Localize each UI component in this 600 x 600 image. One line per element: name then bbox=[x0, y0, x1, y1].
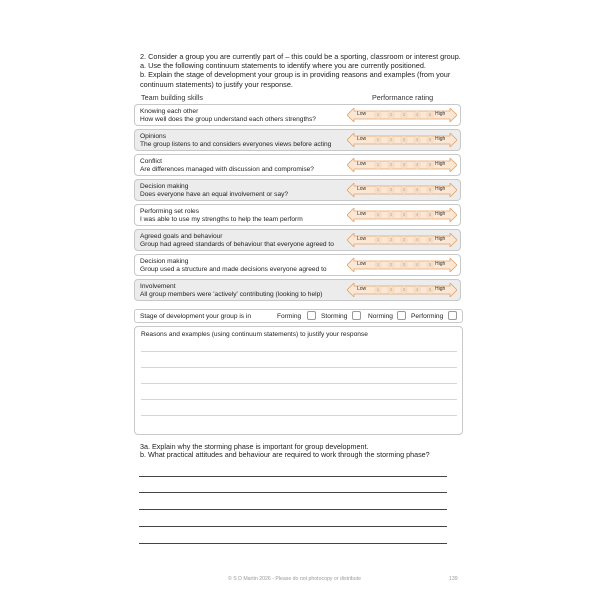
norming-checkbox[interactable] bbox=[397, 311, 406, 320]
stage-label: Stage of development your group is in bbox=[140, 313, 252, 320]
skill-title: Decision making bbox=[140, 258, 189, 265]
skill-description: Are differences managed with discussion and compromise? bbox=[140, 165, 314, 173]
skill-text bbox=[140, 258, 327, 274]
answer-line[interactable] bbox=[139, 509, 447, 510]
rating-scale[interactable] bbox=[347, 133, 457, 147]
skill-text bbox=[140, 233, 334, 249]
rating-option[interactable]: 1 bbox=[374, 186, 382, 194]
rating-scale[interactable] bbox=[347, 158, 457, 172]
skill-title: Knowing each other bbox=[140, 108, 199, 115]
writing-line bbox=[141, 383, 457, 384]
skill-text bbox=[140, 133, 331, 149]
scale-low-label: Low bbox=[357, 261, 367, 267]
skill-description: How well does the group understand each others strengths? bbox=[140, 115, 316, 123]
rating-option[interactable]: 3 bbox=[400, 111, 408, 119]
scale-low-label: Low bbox=[357, 136, 367, 142]
answer-line[interactable] bbox=[139, 526, 447, 527]
instruction-line: a. Use the following continuum statements to identify where you are currently positioned. bbox=[140, 61, 426, 71]
scale-low-label: Low bbox=[357, 236, 367, 242]
skill-description: All group members were 'actively' contributing (looking to help) bbox=[140, 290, 323, 298]
rating-scale[interactable] bbox=[347, 283, 457, 297]
performance-rating-header: Performance rating bbox=[372, 93, 434, 102]
rating-option[interactable]: 1 bbox=[374, 286, 382, 294]
skill-description: I was able to use my strengths to help the team perform bbox=[140, 215, 303, 223]
skill-description: Does everyone have an equal involvement or say? bbox=[140, 190, 289, 198]
scale-low-label: Low bbox=[357, 186, 367, 192]
skill-title: Opinions bbox=[140, 133, 167, 140]
writing-line bbox=[141, 399, 457, 400]
rating-scale[interactable] bbox=[347, 208, 457, 222]
forming-checkbox[interactable] bbox=[307, 311, 316, 320]
skill-description: The group listens to and considers everyones views before acting bbox=[140, 140, 332, 148]
scale-high-label: High bbox=[435, 186, 446, 192]
skill-row bbox=[134, 179, 461, 201]
rating-option[interactable]: 2 bbox=[387, 286, 395, 294]
rating-option[interactable]: 4 bbox=[413, 261, 421, 269]
question-3-instructions bbox=[140, 443, 430, 460]
instruction-line: 2. Consider a group you are currently part of – this could be a sporting, classroom or interest group. bbox=[140, 52, 461, 61]
rating-option[interactable]: 5 bbox=[426, 236, 434, 244]
skill-title: Performing set roles bbox=[140, 208, 199, 215]
rating-option[interactable]: 3 bbox=[400, 236, 408, 244]
scale-high-label: High bbox=[435, 136, 446, 142]
rating-option[interactable]: 4 bbox=[413, 236, 421, 244]
rating-option[interactable]: 2 bbox=[387, 186, 395, 194]
rating-option[interactable]: 2 bbox=[387, 236, 395, 244]
question-line: 3a. Explain why the storming phase is important for group development. bbox=[140, 442, 369, 451]
scale-high-label: High bbox=[435, 286, 446, 292]
rating-option[interactable]: 1 bbox=[374, 261, 382, 269]
rating-option[interactable]: 1 bbox=[374, 136, 382, 144]
rating-option[interactable]: 2 bbox=[387, 136, 395, 144]
rating-option[interactable]: 5 bbox=[426, 111, 434, 119]
writing-line bbox=[141, 351, 457, 352]
writing-line bbox=[141, 415, 457, 416]
skill-title: Agreed goals and behaviour bbox=[140, 233, 223, 240]
scale-high-label: High bbox=[435, 161, 446, 167]
stage-option-storming: Storming bbox=[321, 313, 348, 320]
scale-low-label: Low bbox=[357, 111, 367, 117]
rating-option[interactable]: 3 bbox=[400, 286, 408, 294]
rating-option[interactable]: 5 bbox=[426, 161, 434, 169]
answer-line[interactable] bbox=[139, 543, 447, 544]
rating-option[interactable]: 3 bbox=[400, 136, 408, 144]
rating-option[interactable]: 2 bbox=[387, 111, 395, 119]
scale-high-label: High bbox=[435, 261, 446, 267]
stage-option-forming: Forming bbox=[277, 313, 302, 320]
rating-option[interactable]: 3 bbox=[400, 211, 408, 219]
question-line: b. What practical attitudes and behaviour are required to work through the storming phase? bbox=[140, 450, 430, 460]
scale-low-label: Low bbox=[357, 286, 367, 292]
performing-checkbox[interactable] bbox=[448, 311, 457, 320]
skill-row bbox=[134, 279, 461, 301]
skill-row bbox=[134, 154, 461, 176]
rating-option[interactable]: 4 bbox=[413, 111, 421, 119]
skill-text bbox=[140, 208, 303, 224]
rating-option[interactable]: 2 bbox=[387, 211, 395, 219]
skill-row bbox=[134, 229, 461, 251]
rating-option[interactable]: 5 bbox=[426, 261, 434, 269]
instruction-line: continuum statements) to justify your response. bbox=[140, 79, 293, 89]
copyright-footer: © S D Martin 2026 - Please do not photocopy or distribute bbox=[228, 576, 362, 582]
skill-row bbox=[134, 104, 461, 126]
question-2-instructions bbox=[140, 52, 470, 89]
skill-text bbox=[140, 108, 316, 124]
rating-option[interactable]: 5 bbox=[426, 136, 434, 144]
rating-scale[interactable] bbox=[347, 258, 457, 272]
rating-option[interactable]: 2 bbox=[387, 261, 395, 269]
rating-option[interactable]: 3 bbox=[400, 161, 408, 169]
rating-option[interactable]: 4 bbox=[413, 161, 421, 169]
rating-option[interactable]: 4 bbox=[413, 186, 421, 194]
rating-option[interactable]: 4 bbox=[413, 136, 421, 144]
scale-low-label: Low bbox=[357, 161, 367, 167]
reasons-label: Reasons and examples (using continuum statements) to justify your response bbox=[141, 331, 368, 338]
rating-option[interactable]: 3 bbox=[400, 261, 408, 269]
skill-text bbox=[140, 158, 314, 174]
rating-scale[interactable] bbox=[347, 108, 457, 122]
rating-option[interactable]: 1 bbox=[374, 211, 382, 219]
skill-title: Involvement bbox=[140, 283, 176, 290]
skill-row bbox=[134, 254, 461, 276]
stage-option-norming: Norming bbox=[368, 313, 393, 320]
rating-scale[interactable] bbox=[347, 233, 457, 247]
skill-text bbox=[140, 183, 288, 199]
reasons-writing-box[interactable] bbox=[134, 326, 463, 435]
rating-option[interactable]: 5 bbox=[426, 211, 434, 219]
skill-description: Group used a structure and made decisions everyone agreed to bbox=[140, 265, 327, 273]
rating-option[interactable]: 5 bbox=[426, 186, 434, 194]
scale-high-label: High bbox=[435, 236, 446, 242]
skill-description: Group had agreed standards of behaviour that everyone agreed to bbox=[140, 240, 334, 248]
rating-option[interactable]: 1 bbox=[374, 161, 382, 169]
rating-scale[interactable] bbox=[347, 183, 457, 197]
scale-high-label: High bbox=[435, 211, 446, 217]
answer-line[interactable] bbox=[139, 492, 447, 493]
skill-row bbox=[134, 129, 461, 151]
stage-option-performing: Performing bbox=[411, 313, 444, 320]
scale-high-label: High bbox=[435, 111, 446, 117]
page-number: 139 bbox=[449, 576, 458, 582]
rating-option[interactable]: 1 bbox=[374, 236, 382, 244]
rating-option[interactable]: 4 bbox=[413, 211, 421, 219]
scale-low-label: Low bbox=[357, 211, 367, 217]
instruction-line: b. Explain the stage of development your group is in providing reasons and examples (from your bbox=[140, 70, 451, 80]
rating-option[interactable]: 4 bbox=[413, 286, 421, 294]
skill-row bbox=[134, 204, 461, 226]
rating-option[interactable]: 2 bbox=[387, 161, 395, 169]
stage-of-development-box bbox=[134, 309, 463, 323]
storming-checkbox[interactable] bbox=[352, 311, 361, 320]
rating-option[interactable]: 3 bbox=[400, 186, 408, 194]
skill-title: Decision making bbox=[140, 183, 189, 190]
skill-text bbox=[140, 283, 322, 299]
rating-option[interactable]: 1 bbox=[374, 111, 382, 119]
team-building-skills-header: Team building skills bbox=[141, 93, 203, 102]
writing-line bbox=[141, 367, 457, 368]
answer-line[interactable] bbox=[139, 476, 447, 477]
rating-option[interactable]: 5 bbox=[426, 286, 434, 294]
skill-title: Conflict bbox=[140, 158, 162, 165]
